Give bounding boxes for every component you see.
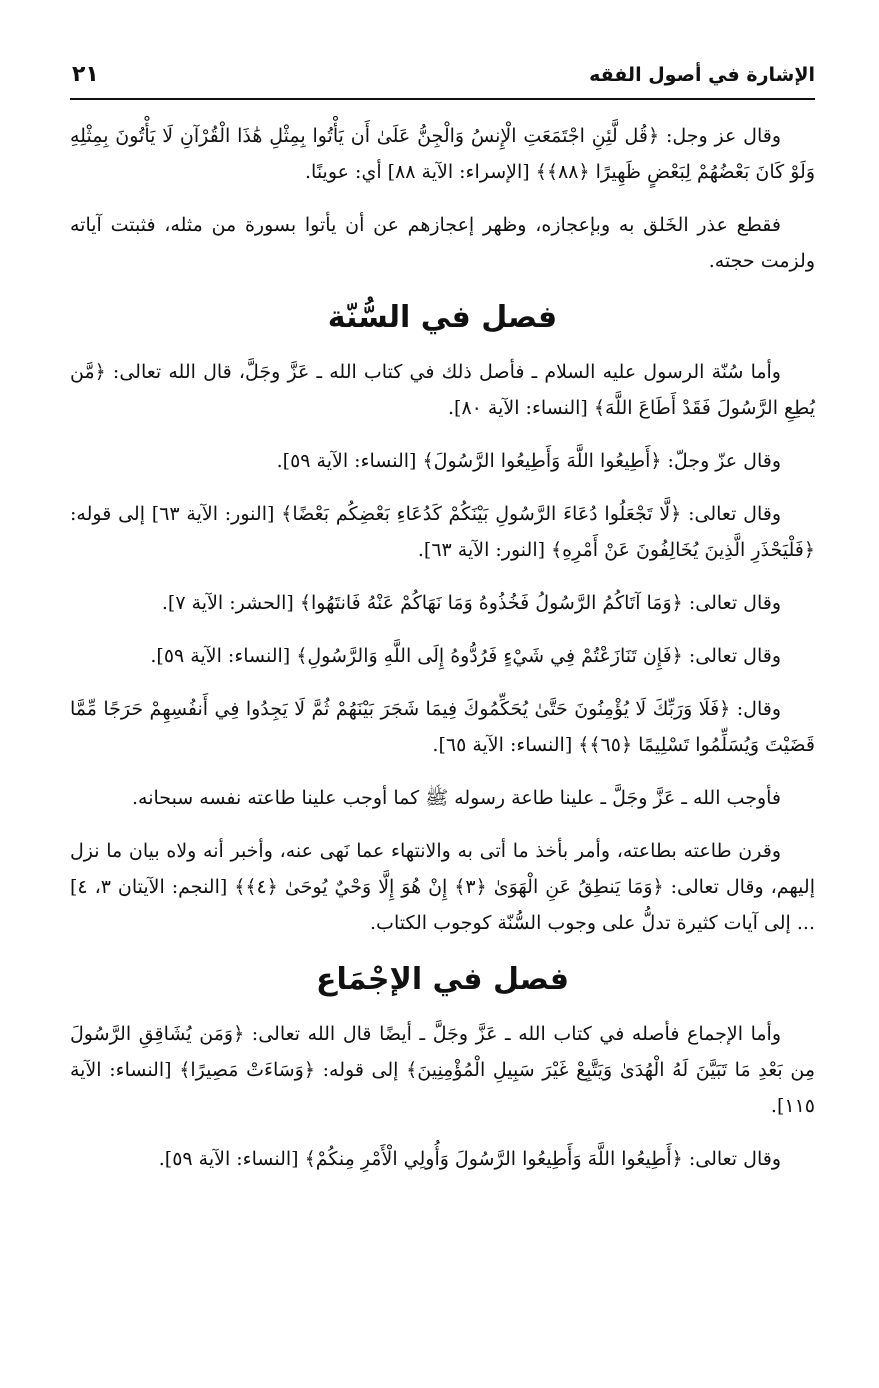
- paragraph: وقال تعالى: ﴿وَمَا آتَاكُمُ الرَّسُولُ فَخُذُوهُ وَمَا نَهَاكُمْ عَنْهُ فَانتَهُوا﴾ [الحشر: الآية ٧].: [161, 592, 781, 614]
- page-number: ٢١: [72, 62, 99, 87]
- paragraph: وأما الإجماع فأصله في كتاب الله ـ عَزَّ وجَلَّ ـ أيضًا قال الله تعالى: ﴿وَمَن يُشَاقِقِ الرَّسُولَ مِن بَعْدِ مَا تَبَيَّنَ لَهُ الْهُدَىٰ وَيَتَّبِعْ غَيْرَ سَبِيلِ الْمُؤْمِنِينَ﴾ إلى قوله: ﴿وَسَاءَتْ مَصِيرًا﴾ [النساء: الآية ١١٥].: [70, 1023, 815, 1117]
- paragraph: وقال: ﴿فَلَا وَرَبِّكَ لَا يُؤْمِنُونَ حَتَّىٰ يُحَكِّمُوكَ فِيمَا شَجَرَ بَيْنَهُمْ ثُمَّ لَا يَجِدُوا فِي أَنفُسِهِمْ حَرَجًا مِّمَّا قَضَيْتَ وَيُسَلِّمُوا تَسْلِيمًا ﴿٦٥﴾﴾ [النساء: الآية ٦٥].: [70, 698, 815, 756]
- running-title: الإشارة في أصول الفقه: [589, 64, 815, 86]
- section-heading-ijma: فصل في الإجْمَاع: [316, 962, 569, 997]
- paragraph: وأما سُنّة الرسول عليه السلام ـ فأصل ذلك في كتاب الله ـ عَزَّ وجَلَّ، قال الله تعالى: ﴿مَّن يُطِعِ الرَّسُولَ فَقَدْ أَطَاعَ اللَّهَ﴾ [النساء: الآية ٨٠].: [70, 361, 815, 419]
- paragraph: وقال تعالى: ﴿لَّا تَجْعَلُوا دُعَاءَ الرَّسُولِ بَيْنَكُمْ كَدُعَاءِ بَعْضِكُم بَعْضًا﴾ [النور: الآية ٦٣] إلى قوله: ﴿فَلْيَحْذَرِ الَّذِينَ يُخَالِفُونَ عَنْ أَمْرِهِ﴾ [النور: الآية ٦٣].: [70, 503, 815, 561]
- page-header: [70, 60, 815, 100]
- paragraph: وقال عزّ وجلّ: ﴿أَطِيعُوا اللَّهَ وَأَطِيعُوا الرَّسُولَ﴾ [النساء: الآية ٥٩].: [276, 450, 781, 472]
- page-body: [70, 118, 815, 1194]
- section-heading-sunnah: فصل في السُّنّة: [327, 300, 558, 335]
- paragraph: وقال عز وجل: ﴿قُل لَّئِنِ اجْتَمَعَتِ الْإِنسُ وَالْجِنُّ عَلَىٰ أَن يَأْتُوا بِمِثْلِ هَٰذَا الْقُرْآنِ لَا يَأْتُونَ بِمِثْلِهِ وَلَوْ كَانَ بَعْضُهُمْ لِبَعْضٍ ظَهِيرًا ﴿٨٨﴾﴾ [الإسراء: الآية ٨٨] أي: عوينًا.: [70, 125, 815, 183]
- paragraph: فأوجب الله ـ عَزَّ وجَلَّ ـ علينا طاعة رسوله ﷺ كما أوجب علينا طاعته نفسه سبحانه.: [132, 787, 781, 809]
- paragraph: وقرن طاعته بطاعته، وأمر بأخذ ما أتى به والانتهاء عما نَهى عنه، وأخبر أنه ولاه بيان ما نزل إليهم، وقال تعالى: ﴿وَمَا يَنطِقُ عَنِ الْهَوَىٰ ﴿٣﴾ إِنْ هُوَ إِلَّا وَحْيٌ يُوحَىٰ ﴿٤﴾﴾ [النجم: الآيتان ٣، ٤] ... إلى آيات كثيرة تدلُّ على وجوب السُّنّة كوجوب الكتاب.: [70, 840, 815, 934]
- paragraph: وقال تعالى: ﴿أَطِيعُوا اللَّهَ وَأَطِيعُوا الرَّسُولَ وَأُولِي الْأَمْرِ مِنكُمْ﴾ [النساء: الآية ٥٩].: [158, 1148, 781, 1170]
- paragraph: فقطع عذر الخَلق به وبإعجازه، وظهر إعجازهم عن أن يأتوا بسورة من مثله، فثبتت آياته ولزمت حجته.: [70, 214, 815, 272]
- paragraph: وقال تعالى: ﴿فَإِن تَنَازَعْتُمْ فِي شَيْءٍ فَرُدُّوهُ إِلَى اللَّهِ وَالرَّسُولِ﴾ [النساء: الآية ٥٩].: [150, 645, 781, 667]
